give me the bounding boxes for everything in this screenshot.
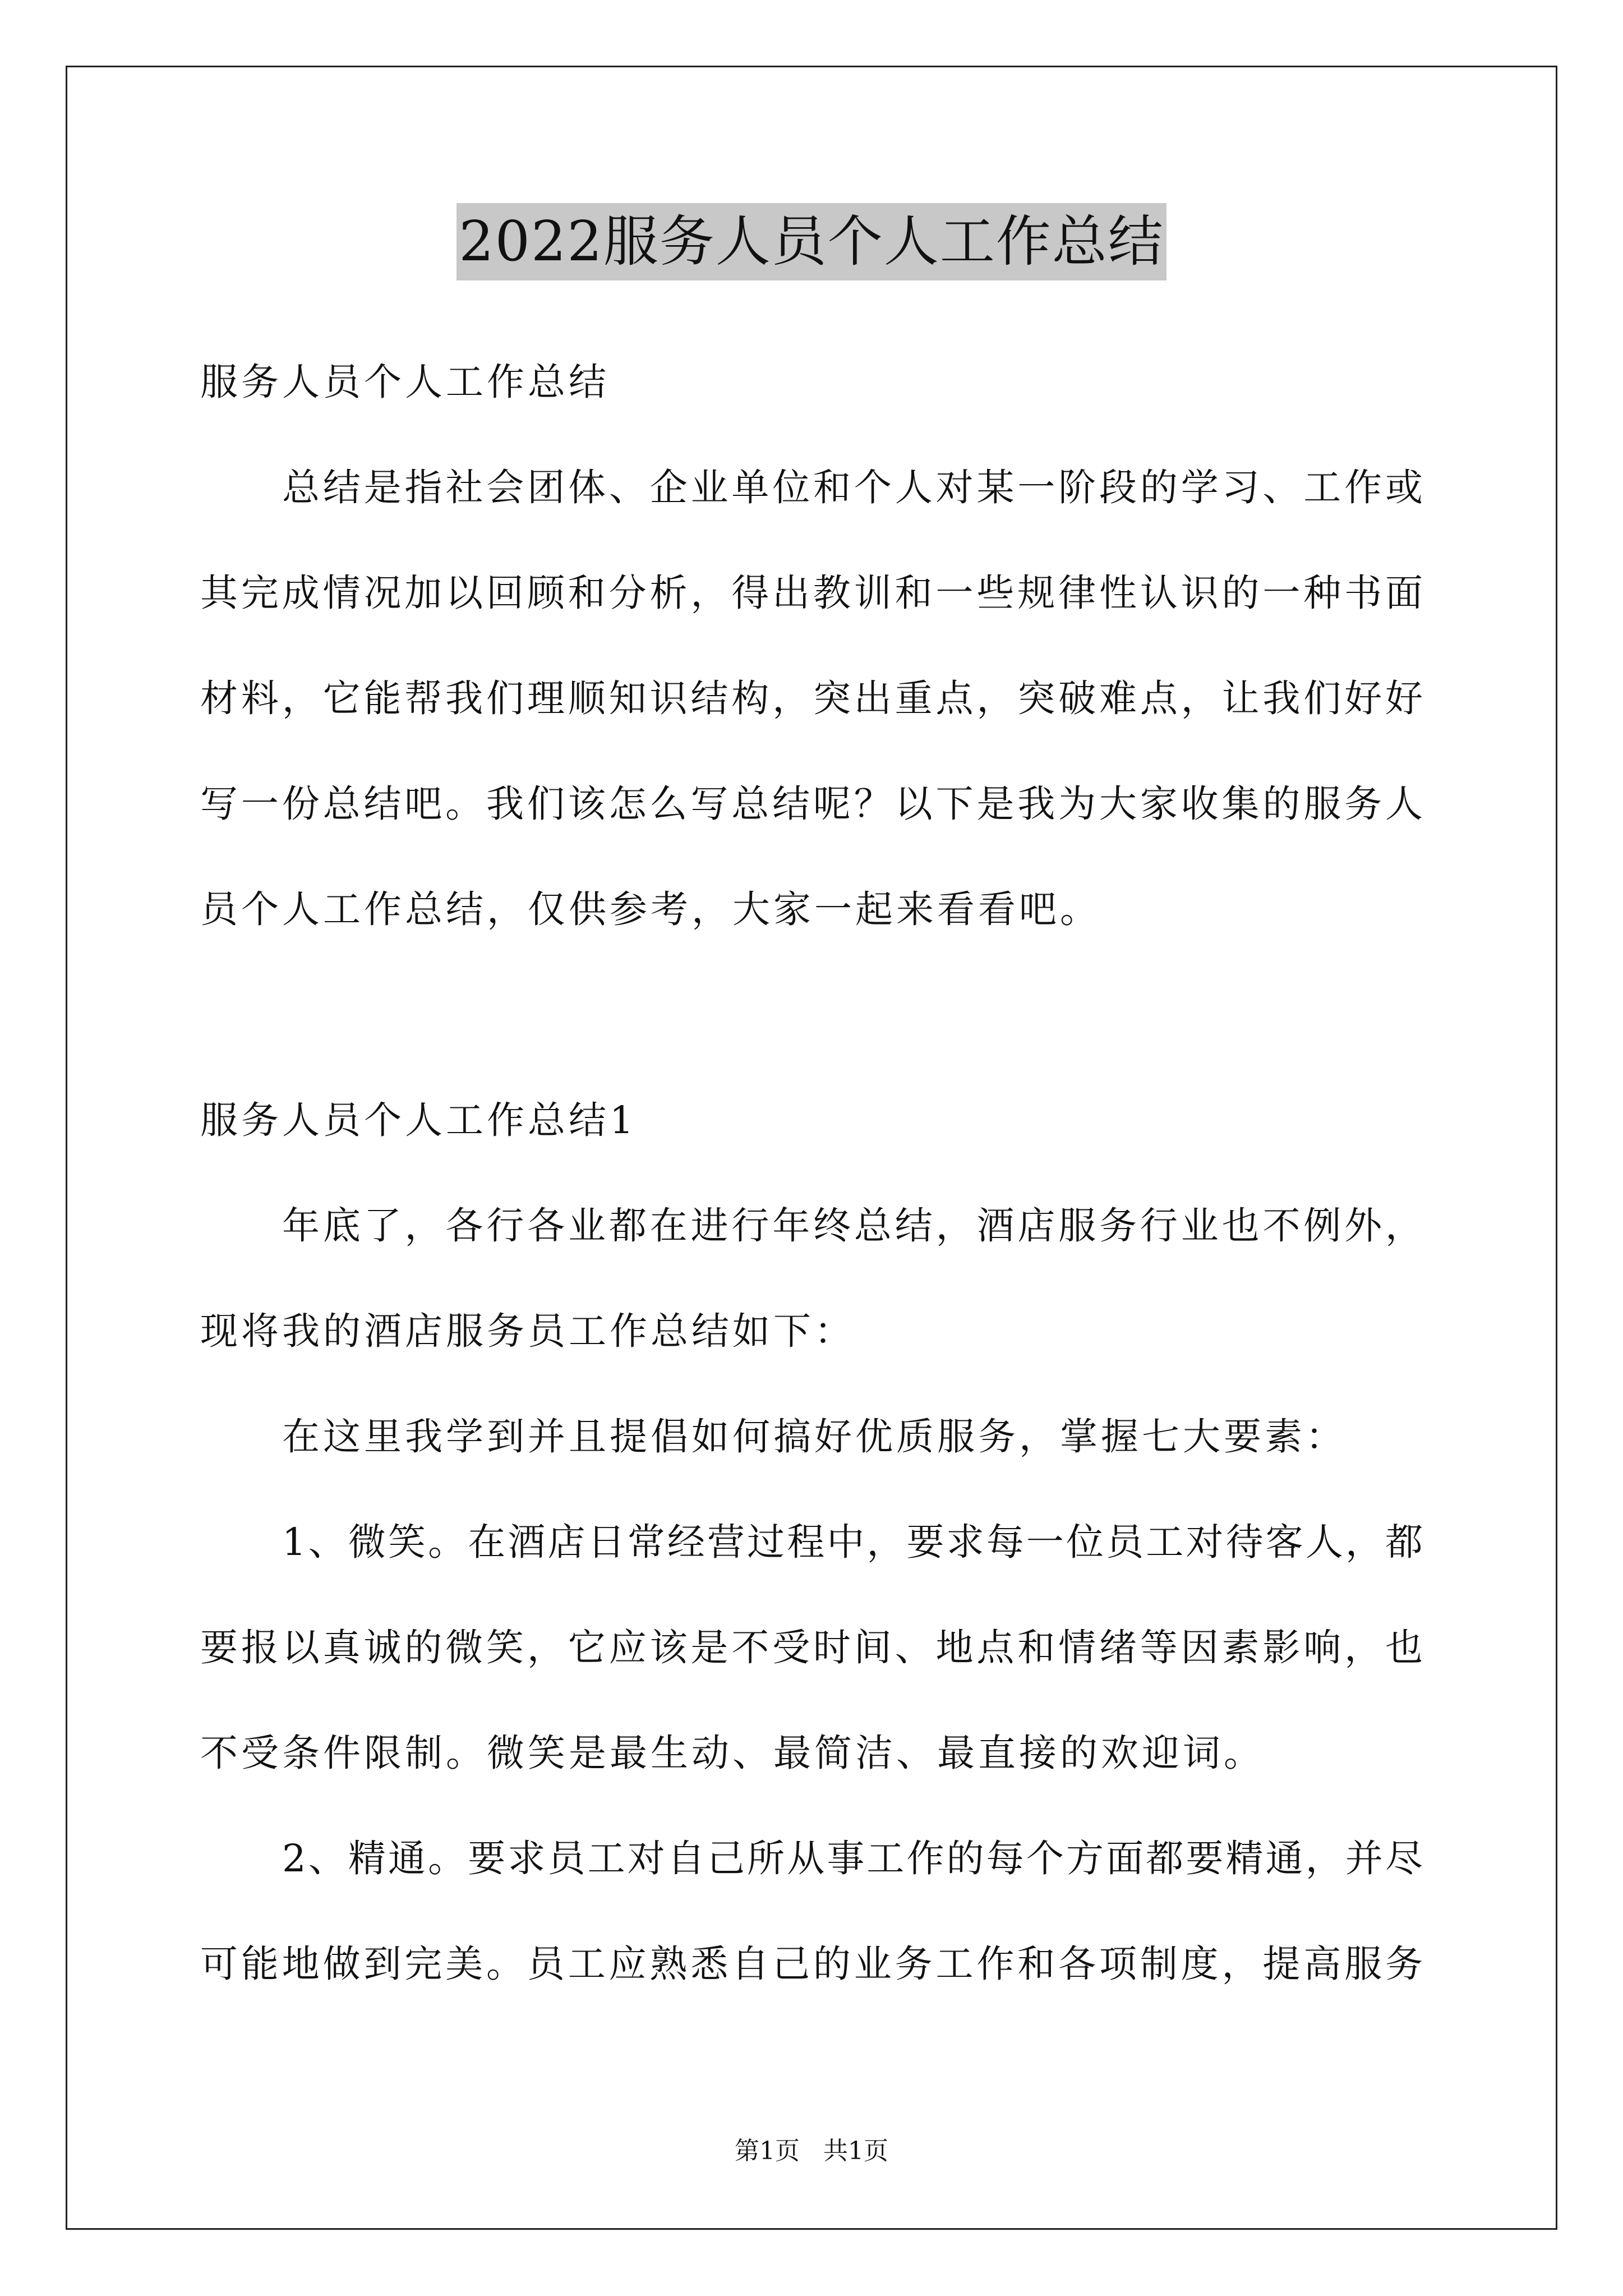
intro-line: 总结是指社会团体、企业单位和个人对某一阶段的学习、工作或 <box>282 466 1423 509</box>
page-footer: 第1页 共1页 <box>735 2137 888 2165</box>
document-title: 2022服务人员个人工作总结 <box>457 203 1166 280</box>
body-line: 现将我的酒店服务员工作总结如下： <box>200 1309 855 1353</box>
body-line: 在这里我学到并且提倡如何搞好优质服务，掌握七大要素： <box>282 1415 1347 1458</box>
body-line: 年底了，各行各业都在进行年终总结，酒店服务行业也不例外， <box>282 1204 1423 1248</box>
body-line: 不受条件限制。微笑是最生动、最简洁、最直接的欢迎词。 <box>200 1731 1265 1775</box>
intro-line: 其完成情况加以回顾和分析，得出教训和一些规律性认识的一种书面 <box>200 571 1423 615</box>
intro-line: 员个人工作总结，仅供参考，大家一起来看看吧。 <box>200 887 1101 931</box>
intro-line: 材料，它能帮我们理顺知识结构，突出重点，突破难点，让我们好好 <box>200 677 1423 720</box>
body-line: 1、微笑。在酒店日常经营过程中，要求每一位员工对待客人，都 <box>282 1520 1423 1564</box>
title-container <box>0 203 1623 280</box>
section-heading: 服务人员个人工作总结1 <box>200 1098 637 1142</box>
subtitle: 服务人员个人工作总结 <box>200 360 610 404</box>
body-line: 可能地做到完美。员工应熟悉自己的业务工作和各项制度，提高服务 <box>200 1942 1423 1986</box>
intro-line: 写一份总结吧。我们该怎么写总结呢？以下是我为大家收集的服务人 <box>200 782 1423 826</box>
body-line: 2、精通。要求员工对自己所从事工作的每个方面都要精通，并尽 <box>282 1837 1423 1880</box>
body-line: 要报以真诚的微笑，它应该是不受时间、地点和情绪等因素影响，也 <box>200 1626 1423 1669</box>
